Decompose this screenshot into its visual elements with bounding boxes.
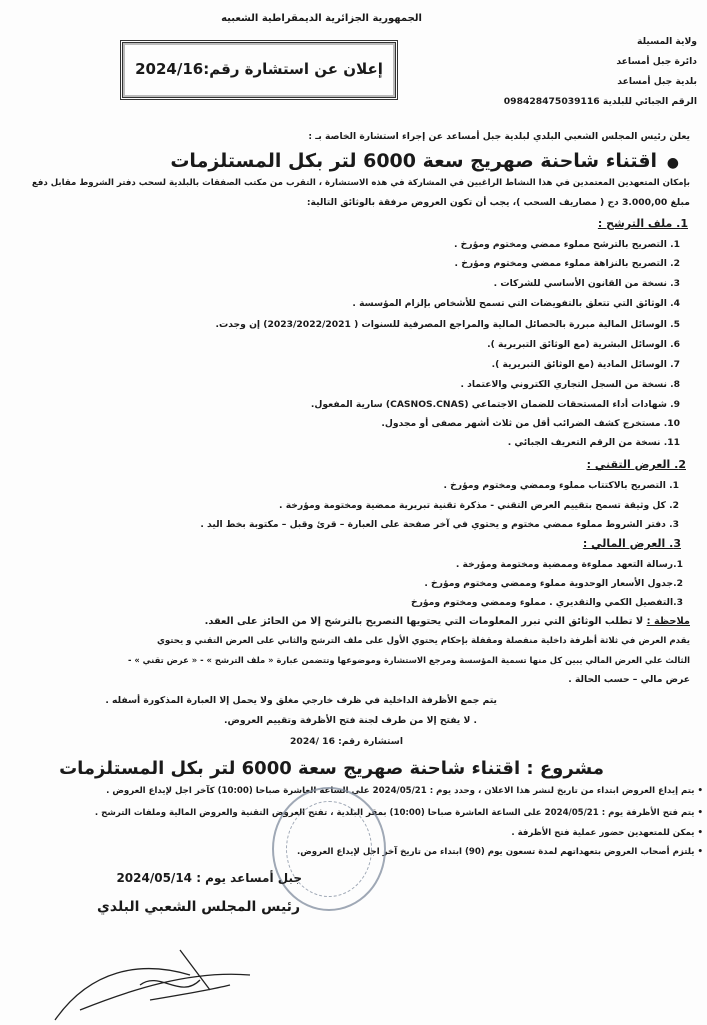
bullet-item: • يمكن للمتعهدين حضور عملية فتح الأظرفة . xyxy=(511,828,703,838)
envelopes-line: يقدم العرض في ثلاثة أظرفة داخلية منفصلة ومقفلة بإحكام يحتوي الأول على ملف الترشح والثاني على العرض التقني و يحتوي xyxy=(156,636,690,646)
section1-item: 6. الوسائل البشرية (مع الوثائق التبريرية ). xyxy=(487,339,680,350)
paragraph-line-1: بإمكان المتعهدين المعتمدين في هذا النشاط الراغبين في المشاركة في هذه الاستشارة ، التقرب من مكتب الصفقات بالبلدية لسحب دفتر الشروط مقابل دفع xyxy=(31,178,690,188)
section3-item: 1.رسالة التعهد مملوءة وممضية ومختومة ومؤرخة . xyxy=(455,559,683,570)
section1-item: 7. الوسائل المادية (مع الوثائق التبريرية ). xyxy=(491,359,680,370)
section1-item: 2. التصريح بالنزاهة مملوء ممضي ومختوم ومؤرخ . xyxy=(454,258,680,269)
bullet-icon: ● xyxy=(657,155,679,171)
daira: دائرة جبل أمساعد xyxy=(616,56,697,67)
announcement-title-box xyxy=(120,40,398,100)
tax-id: الرقم الجبائي للبلدية 098428475039116 xyxy=(503,96,697,107)
section1-item: 8. نسخة من السجل التجاري الكتروني والاعتماد . xyxy=(460,379,680,390)
republic-header: الجمهورية الجزائرية الديمقراطية الشعبيه xyxy=(221,13,422,24)
section2-item: 3. دفتر الشروط مملوء ممضي مختوم و يحتوي في آخر صفحة على العبارة – قرئ وقبل – مكتوبة بخط اليد . xyxy=(200,519,679,530)
section1-item: 5. الوسائل المالية مبررة بالحصائل المالية والمراجع المصرفية للسنوات ( 2023/2022/2021) إن وجدت. xyxy=(215,319,680,330)
intro-text: يعلن رئيس المجلس الشعبي البلدي لبلدية جبل أمساعد عن إجراء استشارة الخاصة بـ : xyxy=(308,131,690,142)
wilaya: ولاية المسيلة xyxy=(637,36,697,47)
section1-item: 9. شهادات أداء المستحقات للضمان الاجتماعي (CASNOS.CNAS) سارية المفعول. xyxy=(310,399,680,410)
envelopes-line: الثالث علي العرض المالي يبين كل منها تسمية المؤسسة ومرجع الاستشارة وموضوعها وتتضمن عبارة « ملف الترشح » - « عرض تقني » - xyxy=(127,655,690,665)
bullet-item: • يتم فتح الأظرفة يوم : 2024/05/21 على الساعة العاشرة صباحا (10:00) بمقر البلدية ، تفتح العروض التقنية والعروض المالية وملفات الترشح . xyxy=(94,808,703,818)
section1-item: 11. نسخة من الرقم التعريف الجبائي . xyxy=(507,437,680,448)
section1-item: 4. الوثائق التي تتعلق بالتفويضات التي تسمح للأشخاص بإلزام المؤسسة . xyxy=(352,298,680,309)
note-label: ملاحظة : xyxy=(646,616,690,627)
official-stamp xyxy=(272,787,386,911)
consultation-number: استشارة رقم: 16 /2024 xyxy=(290,736,403,747)
note xyxy=(205,617,690,627)
signature-icon xyxy=(50,930,270,1025)
envelopes-line: عرض مالي – حسب الحالة . xyxy=(568,674,690,685)
headline xyxy=(170,152,679,171)
paragraph-line-2: مبلغ 3.000,00 دج ( مصاريف السحب )، يجب أن تكون العروض مرفقة بالوثائق التالية: xyxy=(306,197,690,208)
envelopes-line: يتم جمع الأظرفة الداخلية في ظرف خارجي مغلق ولا يحمل إلا العبارة المذكورة أسفله . xyxy=(105,695,497,706)
section1-title: 1. ملف الترشح : xyxy=(597,217,688,230)
section2-item: 1. التصريح بالاكتتاب مملوء وممضي ومختوم ومؤرخ . xyxy=(443,480,679,491)
section1-item: 3. نسخة من القانون الأساسي للشركات . xyxy=(493,278,680,289)
commune: بلدية جبل أمساعد xyxy=(617,76,697,87)
section3-title: 3. العرض المالي : xyxy=(582,537,681,550)
bullet-item: • يلتزم أصحاب العروض بتعهداتهم لمدة تسعون يوم (90) ابتداء من تاريخ آخر اجل لإيداع العروض. xyxy=(296,847,703,857)
signatory-title: رئيس المجلس الشعبي البلدي xyxy=(97,899,300,915)
headline-text: اقتناء شاحنة صهريج سعة 6000 لتر بكل المستلزمات xyxy=(170,150,658,172)
date-line: جبل أمساعد يوم : 2024/05/14 xyxy=(116,871,302,885)
envelopes-line: . لا يفتح إلا من طرف لجنة فتح الأظرفة وتقييم العروض. xyxy=(223,715,477,726)
section3-item: 2.جدول الأسعار الوحدوية مملوء وممضي ومختوم ومؤرخ . xyxy=(424,578,683,589)
section1-item: 1. التصريح بالترشح مملوء ممضي ومختوم ومؤرخ . xyxy=(453,239,680,250)
section2-title: 2. العرض التقني : xyxy=(586,458,686,471)
section1-item: 10. مستخرج كشف الضرائب أقل من ثلاث أشهر مصفى أو مجدول. xyxy=(381,418,680,429)
note-text: لا تطلب الوثائق التي تبرر المعلومات التي يحتويها التصريح بالترشح إلا من الحائز على العقد. xyxy=(204,616,647,627)
announcement-title: إعلان عن استشارة رقم:2024/16 xyxy=(135,60,383,78)
bullet-item: • يتم إيداع العروض ابتداء من تاريخ لنشر هذا الاعلان ، وحدد يوم : 2024/05/21 على الساعة العاشرة صباحا (10:00) كآخر اجل لإيداع العروض . xyxy=(106,786,703,796)
project-title: مشروع : اقتناء شاحنة صهريج سعة 6000 لتر بكل المستلزمات xyxy=(59,758,604,779)
section2-item: 2. كل وثيقة تسمح بتقييم العرض التقني - مذكرة تقنية تبريرية ممضية ومختومة ومؤرخة . xyxy=(279,500,679,511)
section3-item: 3.التفصيل الكمي والتقديري . مملوء وممضي ومختوم ومؤرخ xyxy=(410,597,683,608)
